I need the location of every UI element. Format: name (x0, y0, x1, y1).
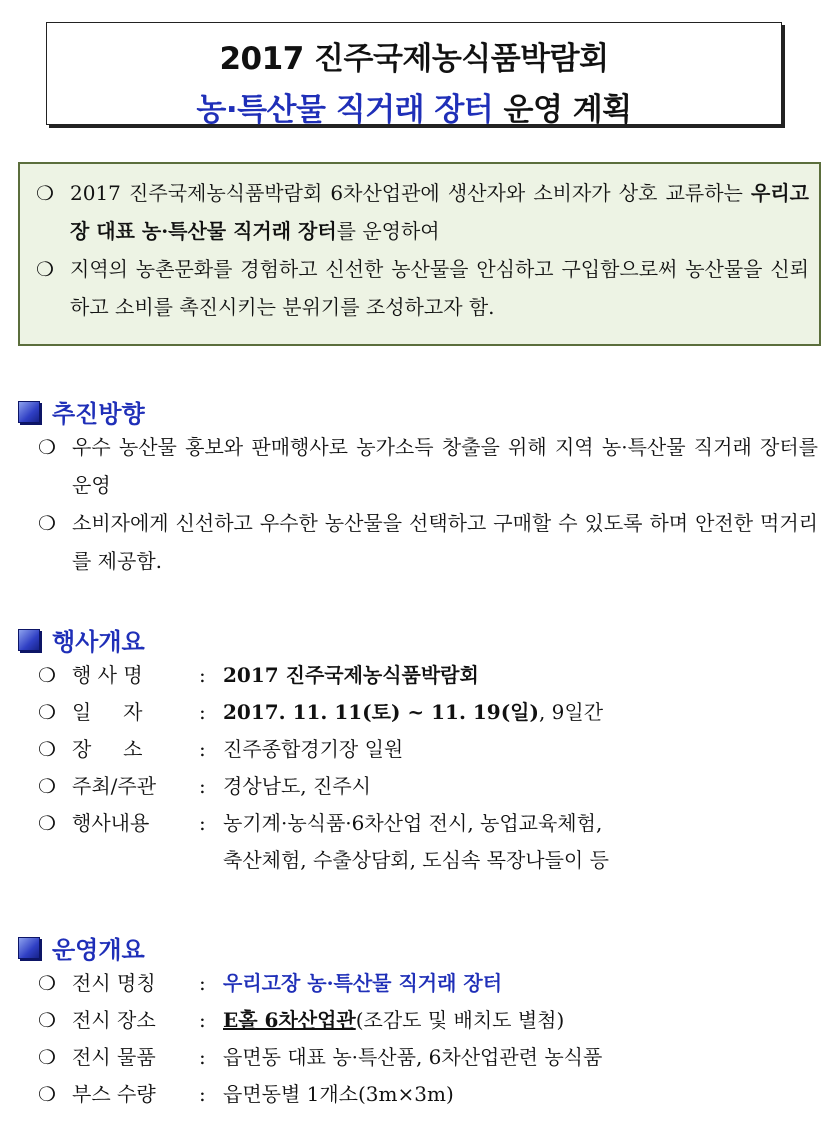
circle-bullet-icon: ❍ (38, 811, 56, 835)
list-item (38, 657, 818, 694)
item-value-bold: 2017. 11. 11(토) ~ 11. 19(일) (223, 700, 539, 724)
circle-bullet-icon: ❍ (38, 1008, 56, 1032)
title-sub-highlight: 농·특산물 직거래 장터 (196, 92, 494, 128)
list-item (38, 694, 818, 731)
circle-bullet-icon: ❍ (38, 774, 56, 798)
item-value: , 9일간 (538, 700, 604, 724)
square-bullet-icon (18, 937, 40, 959)
section-title: 추진방향 (52, 400, 145, 428)
circle-bullet-icon: ❍ (36, 257, 54, 281)
list-item (38, 965, 818, 1002)
item-separator: : (199, 1045, 206, 1069)
item-value: 경상남도, 진주시 (223, 774, 371, 798)
summary-text: 지역의 농촌문화를 경험하고 신선한 농산물을 안심하고 구입함으로써 농산물을 신뢰하고 소비를 촉진시키는 분위기를 조성하고자 함. (70, 257, 809, 319)
item-value: 2017 진주국제농식품박람회 (223, 663, 479, 687)
circle-bullet-icon: ❍ (38, 1082, 56, 1106)
list-item (38, 428, 818, 504)
title-main: 2017 진주국제농식품박람회 (219, 41, 609, 77)
item-key: 장 소 (72, 737, 143, 761)
title-sub-rest: 운영 계획 (503, 92, 632, 128)
circle-bullet-icon: ❍ (38, 1045, 56, 1069)
summary-box (18, 162, 821, 346)
item-separator: : (199, 1008, 206, 1032)
item-separator: : (199, 774, 206, 798)
list-item (38, 805, 818, 842)
item-value: (조감도 및 배치도 별첨) (355, 1008, 565, 1032)
section-title: 운영개요 (52, 936, 145, 964)
summary-text: 를 운영하여 (336, 219, 440, 243)
circle-bullet-icon: ❍ (38, 663, 56, 687)
item-separator: : (199, 1082, 206, 1106)
item-key: 주최/주관 (72, 774, 157, 798)
section-direction-list (38, 428, 818, 580)
summary-item (36, 250, 809, 326)
square-bullet-icon (18, 401, 40, 423)
title-box (46, 22, 782, 128)
circle-bullet-icon: ❍ (38, 511, 56, 535)
item-value: 농기계·농식품·6차산업 전시, 농업교육체험, (223, 811, 603, 835)
circle-bullet-icon: ❍ (38, 435, 56, 459)
item-separator: : (199, 700, 206, 724)
item-key: 전시 장소 (72, 1008, 156, 1032)
list-item (38, 768, 818, 805)
item-separator: : (199, 737, 206, 761)
list-item (38, 1002, 818, 1039)
item-value: 읍면동별 1개소(3m×3m) (223, 1082, 454, 1106)
list-item (38, 1076, 818, 1113)
summary-bold-text: 우리고장 대표 농·특산물 직거래 장터 (70, 181, 809, 243)
title-sub (47, 84, 781, 129)
section-operation-list (38, 965, 818, 1113)
item-value-continued: 축산체험, 수출상담회, 도심속 목장나들이 등 (223, 848, 609, 872)
section-title: 행사개요 (52, 628, 145, 656)
circle-bullet-icon: ❍ (38, 700, 56, 724)
list-item (38, 504, 818, 580)
list-item (38, 1039, 818, 1076)
item-separator: : (199, 971, 206, 995)
item-key: 전시 명칭 (72, 971, 156, 995)
section-overview-list (38, 657, 818, 879)
summary-text: 2017 진주국제농식품박람회 6차산업관에 생산자와 소비자가 상호 교류하는 (70, 181, 752, 205)
item-separator: : (199, 811, 206, 835)
section-heading-direction (18, 394, 145, 429)
item-key: 일 자 (72, 700, 143, 724)
item-value-underlined: E홀 6차산업관 (223, 1008, 356, 1032)
list-item-text: 우수 농산물 홍보와 판매행사로 농가소득 창출을 위해 지역 농·특산물 직거래 장터를 운영 (72, 435, 818, 497)
summary-item (36, 174, 809, 250)
circle-bullet-icon: ❍ (36, 181, 54, 205)
item-value-highlight: 우리고장 농·특산물 직거래 장터 (223, 971, 503, 995)
item-value: 진주종합경기장 일원 (223, 737, 404, 761)
section-heading-operation (18, 930, 145, 965)
item-key: 행 사 명 (72, 663, 143, 687)
circle-bullet-icon: ❍ (38, 971, 56, 995)
item-key: 전시 물품 (72, 1045, 156, 1069)
list-item (38, 731, 818, 768)
item-key: 부스 수량 (72, 1082, 156, 1106)
list-item-text: 소비자에게 신선하고 우수한 농산물을 선택하고 구매할 수 있도록 하며 안전한 먹거리를 제공함. (72, 511, 818, 573)
section-heading-overview (18, 622, 145, 657)
square-bullet-icon (18, 629, 40, 651)
circle-bullet-icon: ❍ (38, 737, 56, 761)
item-value: 읍면동 대표 농·특산품, 6차산업관련 농식품 (223, 1045, 603, 1069)
item-separator: : (199, 663, 206, 687)
item-key: 행사내용 (72, 811, 150, 835)
